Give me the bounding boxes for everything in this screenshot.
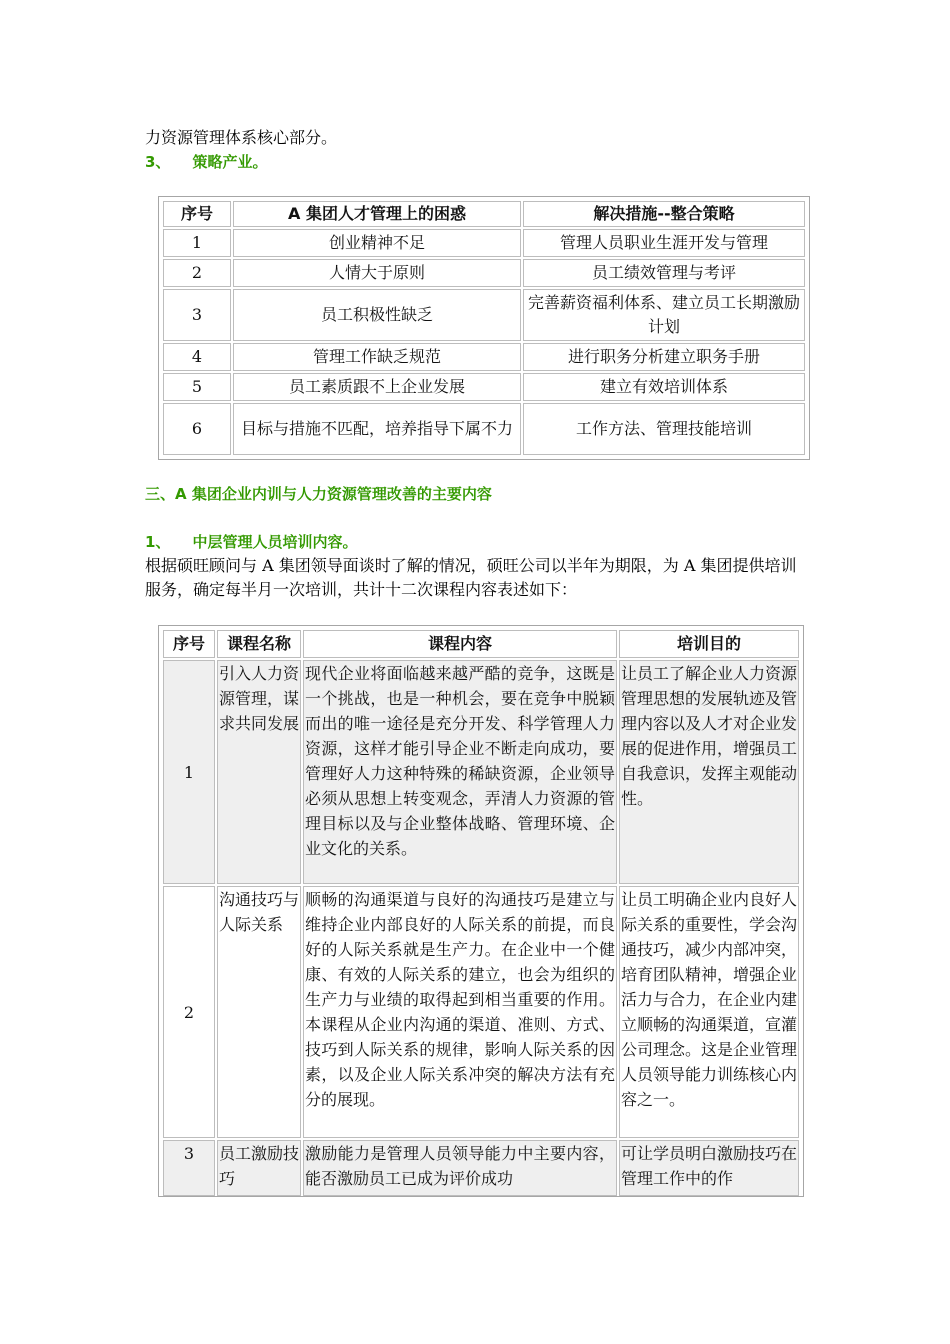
t1-cell-solution: 管理人员职业生涯开发与管理 <box>523 229 805 257</box>
table-row <box>163 1140 799 1196</box>
t1-cell-problem: 人情大于原则 <box>233 259 521 287</box>
t2-cell-purpose: 可让学员明白激励技巧在管理工作中的作 <box>619 1140 799 1196</box>
t1-cell-problem: 员工素质跟不上企业发展 <box>233 373 521 401</box>
t2-cell-purpose: 让员工了解企业人力资源管理思想的发展轨迹及管理内容以及人才对企业发展的促进作用，增强员工自我意识，发挥主观能动性。 <box>619 660 799 884</box>
t2-header-name: 课程名称 <box>217 630 301 658</box>
t1-cell-no: 6 <box>163 403 231 455</box>
strategy-table <box>158 196 810 460</box>
sub-1-number: 1、 <box>145 533 171 551</box>
t1-cell-no: 2 <box>163 259 231 287</box>
t1-cell-solution: 员工绩效管理与考评 <box>523 259 805 287</box>
t1-cell-no: 5 <box>163 373 231 401</box>
t2-cell-name: 沟通技巧与人际关系 <box>217 886 301 1138</box>
course-table <box>158 625 804 1197</box>
table-row <box>163 373 805 401</box>
t2-header-no: 序号 <box>163 630 215 658</box>
t2-cell-no: 1 <box>163 660 215 884</box>
t1-cell-solution: 工作方法、管理技能培训 <box>523 403 805 455</box>
t2-cell-content: 激励能力是管理人员领导能力中主要内容，能否激励员工已成为评价成功 <box>303 1140 617 1196</box>
section-3-number: 3、 <box>145 153 171 171</box>
t1-cell-solution: 进行职务分析建立职务手册 <box>523 343 805 371</box>
t1-cell-problem: 管理工作缺乏规范 <box>233 343 521 371</box>
t1-cell-solution: 建立有效培训体系 <box>523 373 805 401</box>
t2-cell-name: 引入人力资源管理，谋求共同发展 <box>217 660 301 884</box>
t1-header-no: 序号 <box>163 201 231 227</box>
table-row <box>163 886 799 1138</box>
sub-1-heading <box>145 530 357 554</box>
table-row <box>163 343 805 371</box>
section-three-heading: 三、A 集团企业内训与人力资源管理改善的主要内容 <box>145 485 492 503</box>
table-row <box>163 403 805 455</box>
t2-header-purpose: 培训目的 <box>619 630 799 658</box>
t2-cell-purpose: 让员工明确企业内良好人际关系的重要性，学会沟通技巧，减少内部冲突，培育团队精神，增强企业活力与合力，在企业内建立顺畅的沟通渠道，宣灌公司理念。这是企业管理人员领导能力训练核心内容之一。 <box>619 886 799 1138</box>
t2-cell-name: 员工激励技巧 <box>217 1140 301 1196</box>
t1-header-solution: 解决措施--整合策略 <box>523 201 805 227</box>
sub-1-title: 中层管理人员培训内容。 <box>192 533 358 551</box>
t2-cell-no: 3 <box>163 1140 215 1196</box>
t1-cell-problem: 目标与措施不匹配，培养指导下属不力 <box>233 403 521 455</box>
t1-cell-solution: 完善薪资福利体系、建立员工长期激励计划 <box>523 289 805 341</box>
section-3-heading <box>145 150 267 174</box>
t1-cell-problem: 员工积极性缺乏 <box>233 289 521 341</box>
intro-paragraph: 根据硕旺顾问与 A 集团领导面谈时了解的情况，硕旺公司以半年为期限，为 A 集团提供培训服务，确定每半月一次培训，共计十二次课程内容表述如下： <box>145 556 797 599</box>
table-row <box>163 660 799 884</box>
intro-line: 力资源管理体系核心部分。 <box>145 128 338 147</box>
t1-cell-no: 3 <box>163 289 231 341</box>
t2-header-content: 课程内容 <box>303 630 617 658</box>
t2-cell-no: 2 <box>163 886 215 1138</box>
t1-cell-problem: 创业精神不足 <box>233 229 521 257</box>
t1-cell-no: 1 <box>163 229 231 257</box>
section-3-title: 策略产业。 <box>192 153 268 171</box>
t1-cell-no: 4 <box>163 343 231 371</box>
t1-header-problem: A 集团人才管理上的困惑 <box>233 201 521 227</box>
table-row <box>163 229 805 257</box>
table-row <box>163 259 805 287</box>
table-row <box>163 289 805 341</box>
t2-cell-content: 现代企业将面临越来越严酷的竞争，这既是一个挑战，也是一种机会，要在竞争中脱颖而出的唯一途径是充分开发、科学管理人力资源，这样才能引导企业不断走向成功，要管理好人力这种特殊的稀缺资源，企业领导必须从思想上转变观念，弄清人力资源的管理目标以及与企业整体战略、管理环境、企业文化的关系。 <box>303 660 617 884</box>
t2-cell-content: 顺畅的沟通渠道与良好的沟通技巧是建立与维持企业内部良好的人际关系的前提，而良好的人际关系就是生产力。在企业中一个健康、有效的人际关系的建立，也会为组织的生产力与业绩的取得起到相当重要的作用。本课程从企业内沟通的渠道、准则、方式、技巧到人际关系的规律，影响人际关系的因素，以及企业人际关系冲突的解决方法有充分的展现。 <box>303 886 617 1138</box>
